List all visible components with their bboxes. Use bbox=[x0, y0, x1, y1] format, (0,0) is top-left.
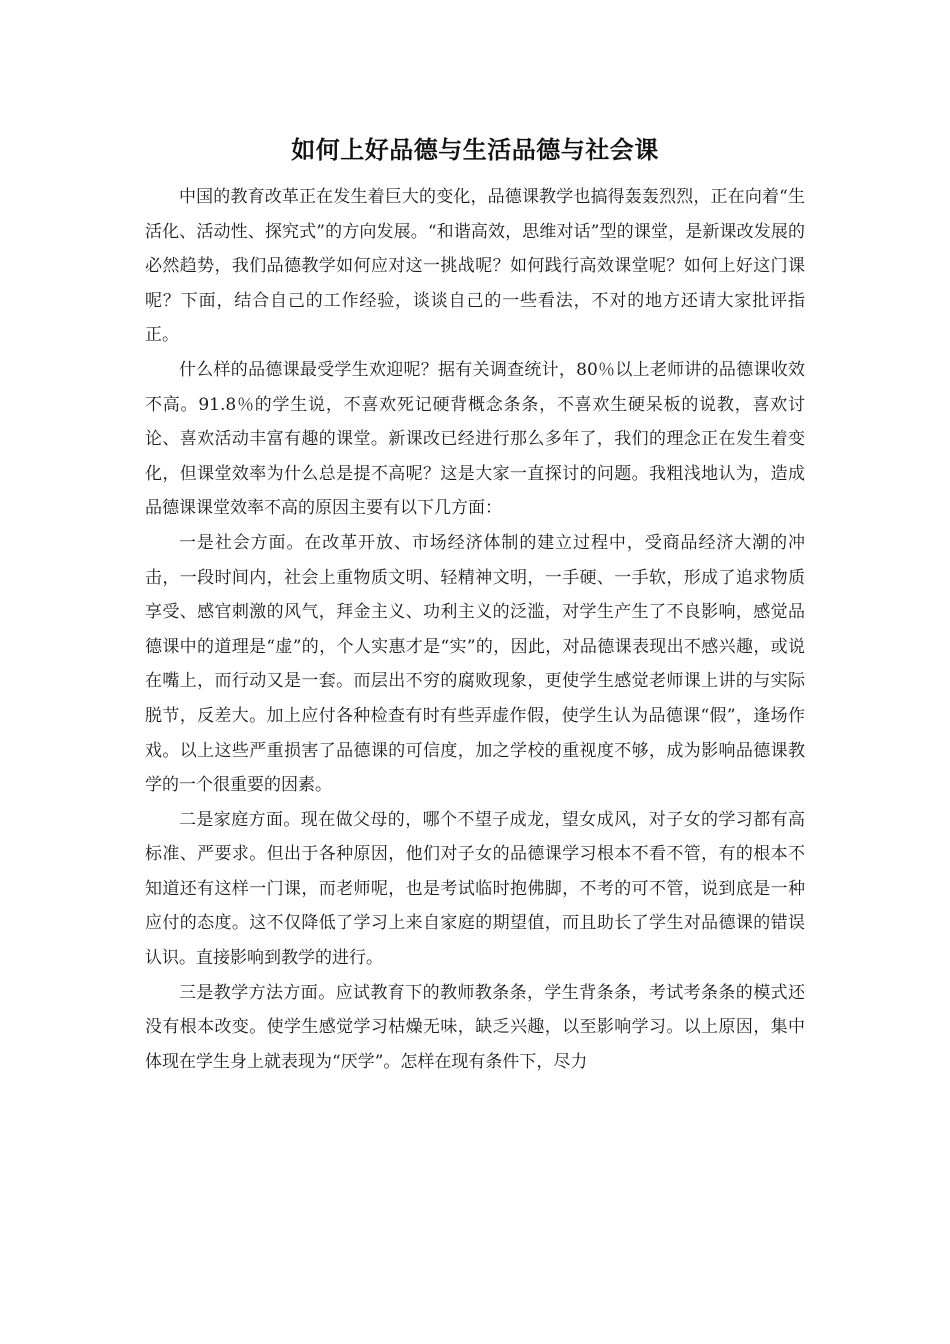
paragraph-intro: 中国的教育改革正在发生着巨大的变化，品德课教学也搞得轰轰烈烈，正在向着“生活化、活动性、探究式”的方向发展。“和谐高效，思维对话”型的课堂，是新课改发展的必然趋势，我们品德教学如何应对这一挑战呢？如何践行高效课堂呢？如何上好这门课呢？下面，结合自己的工作经验，谈谈自己的一些看法，不对的地方还请大家批评指正。 bbox=[145, 187, 805, 346]
document-title: 如何上好品德与生活品德与社会课 bbox=[291, 135, 659, 164]
document-body bbox=[145, 130, 805, 1079]
paragraph-society: 一是社会方面。在改革开放、市场经济体制的建立过程中，受商品经济大潮的冲击，一段时间内，社会上重物质文明、轻精神文明，一手硬、一手软，形成了追求物质享受、感官刺激的风气，拜金主义、功利主义的泛滥，对学生产生了不良影响，感觉品德课中的道理是“虚”的，个人实惠才是“实”的，因此，对品德课表现出不感兴趣，或说在嘴上，而行动又是一套。而层出不穷的腐败现象，更使学生感觉老师课上讲的与实际脱节，反差大。加上应付各种检查有时有些弄虚作假，使学生认为品德课“假”，逢场作戏。以上这些严重损害了品德课的可信度，加之学校的重视度不够，成为影响品德课教学的一个很重要的因素。 bbox=[145, 532, 805, 796]
paragraph-teaching-method: 三是教学方法方面。应试教育下的教师教条条，学生背条条，考试考条条的模式还没有根本改变。使学生感觉学习枯燥无味，缺乏兴趣，以至影响学习。以上原因，集中体现在学生身上就表现为“厌学”。怎样在现有条件下，尽力 bbox=[145, 982, 805, 1072]
paragraph-survey: 什么样的品德课最受学生欢迎呢？据有关调查统计，80％以上老师讲的品德课收效不高。91.8％的学生说，不喜欢死记硬背概念条条，不喜欢生硬呆板的说教，喜欢讨论、喜欢活动丰富有趣的课堂。新课改已经进行那么多年了，我们的理念正在发生着变化，但课堂效率为什么总是提不高呢？这是大家一直探讨的问题。我粗浅地认为，造成品德课课堂效率不高的原因主要有以下几方面： bbox=[145, 359, 805, 519]
paragraph-family: 二是家庭方面。现在做父母的，哪个不望子成龙，望女成风，对子女的学习都有高标准、严要求。但出于各种原因，他们对子女的品德课学习根本不看不管，有的根本不知道还有这样一门课，而老师呢，也是考试临时抱佛脚，不考的可不管，说到底是一种应付的态度。这不仅降低了学习上来自家庭的期望值，而且助长了学生对品德课的错误认识。直接影响到教学的进行。 bbox=[145, 809, 805, 969]
